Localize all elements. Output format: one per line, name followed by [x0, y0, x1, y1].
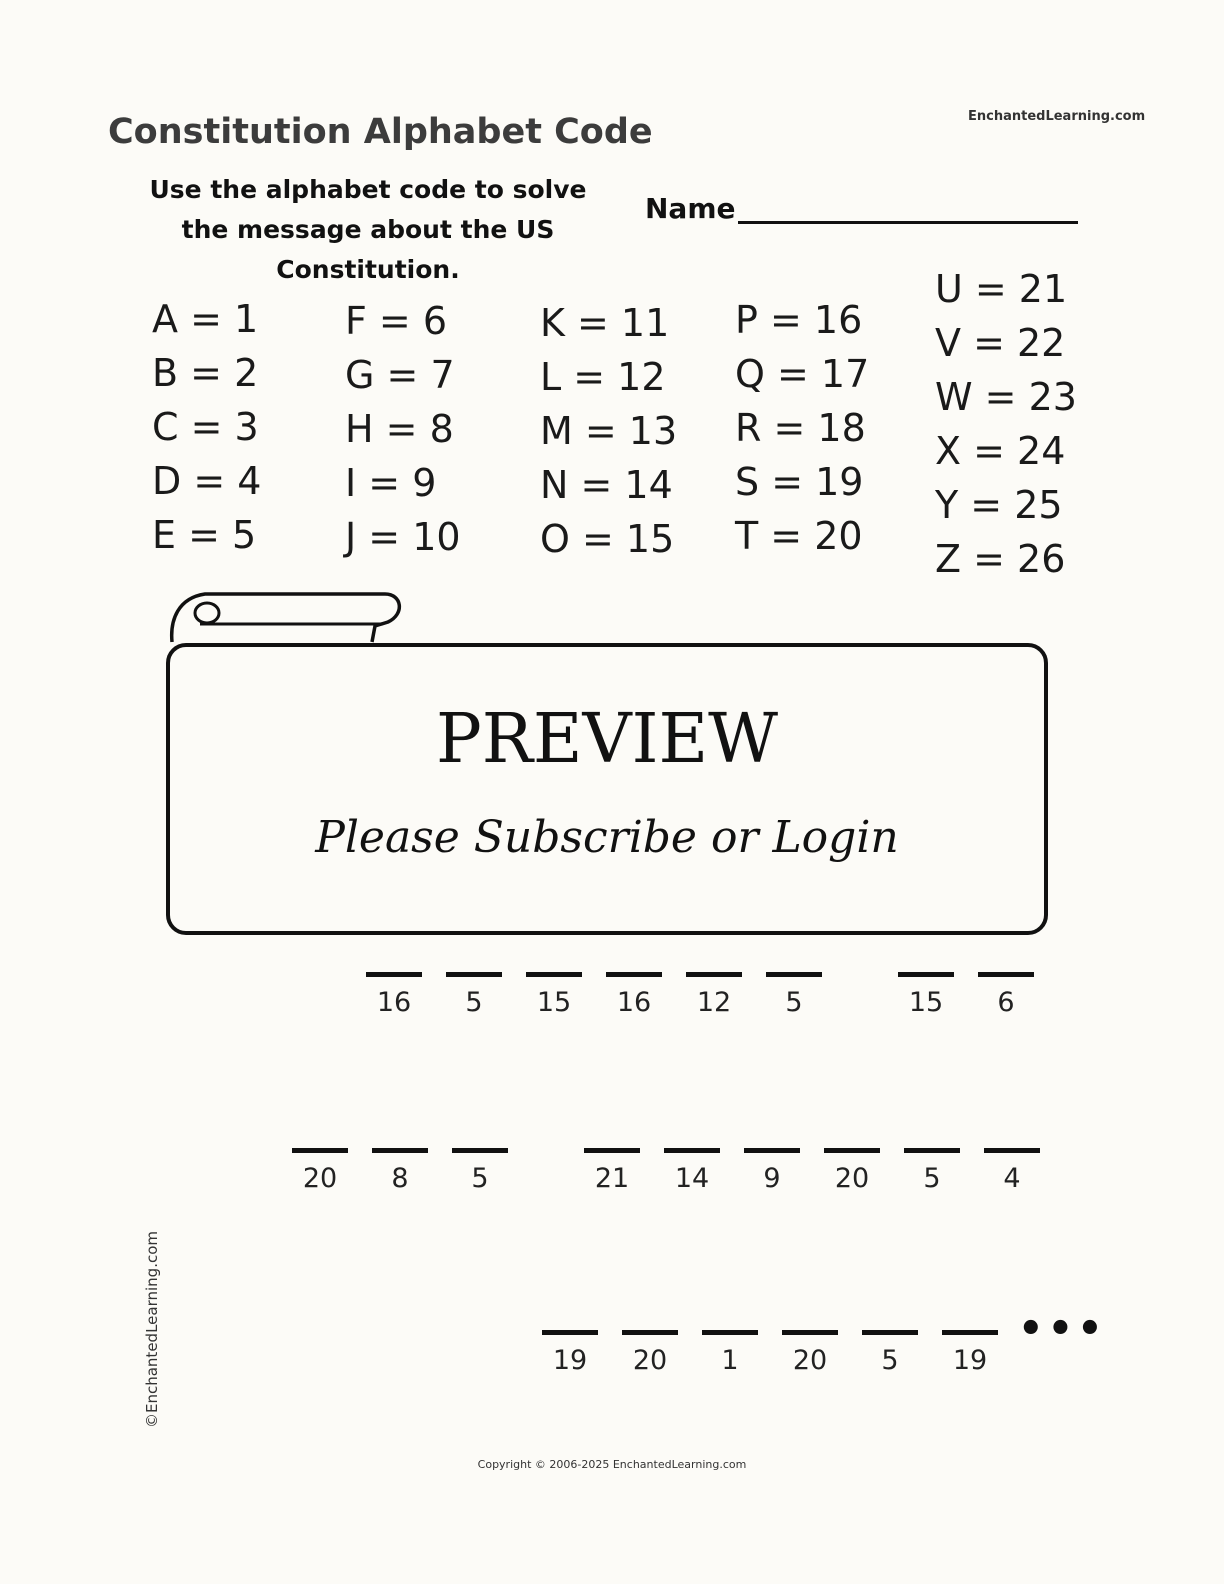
preview-title: PREVIEW	[435, 700, 779, 779]
code-column-1	[152, 292, 261, 562]
code-item: H = 8	[345, 407, 454, 451]
code-item: E = 5	[152, 513, 257, 557]
answer-blank[interactable]	[542, 1330, 610, 1376]
answer-blank[interactable]	[292, 1148, 360, 1194]
code-column-2	[345, 294, 461, 564]
instructions: Use the alphabet code to solve the message about the US Constitution.	[149, 175, 587, 284]
answer-blank[interactable]	[898, 972, 966, 1018]
answer-blank[interactable]	[366, 972, 434, 1018]
answer-blank[interactable]	[664, 1148, 732, 1194]
blank-number: 20	[792, 1345, 828, 1376]
answer-blank[interactable]	[372, 1148, 440, 1194]
code-item: V = 22	[935, 321, 1066, 365]
blank-number: 5	[465, 987, 483, 1018]
code-item: R = 18	[735, 406, 866, 450]
answer-blank[interactable]	[744, 1148, 812, 1194]
preview-subtitle[interactable]: Please Subscribe or Login	[315, 812, 899, 863]
code-item: J = 10	[345, 515, 461, 559]
answer-blank[interactable]	[622, 1330, 690, 1376]
code-item: K = 11	[540, 301, 670, 345]
preview-box[interactable]	[166, 643, 1048, 935]
blank-number: 15	[536, 987, 572, 1018]
code-column-5	[935, 262, 1077, 586]
code-item: B = 2	[152, 351, 259, 395]
code-item: F = 6	[345, 299, 448, 343]
code-item: Q = 17	[735, 352, 870, 396]
answer-blank[interactable]	[782, 1330, 850, 1376]
answer-blank[interactable]	[446, 972, 514, 1018]
code-item: P = 16	[735, 298, 863, 342]
copyright-footer: Copyright © 2006-2025 EnchantedLearning.com	[477, 1458, 747, 1471]
code-item: O = 15	[540, 517, 675, 561]
site-name: EnchantedLearning.com	[968, 109, 1146, 124]
blank-number: 16	[616, 987, 652, 1018]
code-item: C = 3	[152, 405, 259, 449]
blank-number: 1	[721, 1345, 739, 1376]
blank-number: 20	[302, 1163, 338, 1194]
answer-blank[interactable]	[942, 1330, 1010, 1376]
scroll-icon	[160, 590, 410, 650]
code-item: I = 9	[345, 461, 437, 505]
answer-blank[interactable]	[686, 972, 754, 1018]
code-item: T = 20	[735, 514, 863, 558]
blank-number: 8	[391, 1163, 409, 1194]
blank-number: 15	[908, 987, 944, 1018]
blank-number: 19	[952, 1345, 988, 1376]
blank-number: 6	[997, 987, 1015, 1018]
answer-blank[interactable]	[526, 972, 594, 1018]
answer-blank[interactable]	[452, 1148, 520, 1194]
blank-number: 20	[632, 1345, 668, 1376]
code-item: S = 19	[735, 460, 864, 504]
code-item: Y = 25	[935, 483, 1063, 527]
answer-blank[interactable]	[702, 1330, 770, 1376]
blank-number: 20	[834, 1163, 870, 1194]
code-item: D = 4	[152, 459, 262, 503]
blank-number: 14	[674, 1163, 710, 1194]
answer-blank[interactable]	[766, 972, 834, 1018]
code-item: W = 23	[935, 375, 1077, 419]
code-item: M = 13	[540, 409, 678, 453]
code-item: G = 7	[345, 353, 455, 397]
answer-blank[interactable]	[824, 1148, 892, 1194]
answer-blank[interactable]	[584, 1148, 652, 1194]
code-column-3	[540, 296, 677, 566]
ellipsis: •••	[1018, 1306, 1107, 1352]
code-item: Z = 26	[935, 537, 1066, 581]
code-item: U = 21	[935, 267, 1068, 311]
name-label: Name	[645, 192, 736, 225]
blank-number: 5	[923, 1163, 941, 1194]
answer-blank[interactable]	[978, 972, 1046, 1018]
blank-number: 21	[594, 1163, 630, 1194]
blank-number: 5	[785, 987, 803, 1018]
code-item: A = 1	[152, 297, 259, 341]
name-line	[738, 221, 1078, 224]
code-column-4	[735, 293, 869, 563]
answer-blank[interactable]	[862, 1330, 930, 1376]
blank-number: 16	[376, 987, 412, 1018]
blank-number: 12	[696, 987, 732, 1018]
blank-number: 19	[552, 1345, 588, 1376]
answer-blank[interactable]	[904, 1148, 972, 1194]
answer-blank[interactable]	[606, 972, 674, 1018]
answer-blank[interactable]	[984, 1148, 1052, 1194]
blank-number: 5	[881, 1345, 899, 1376]
page-title: Constitution Alphabet Code	[108, 112, 653, 152]
blank-number: 5	[471, 1163, 489, 1194]
code-item: L = 12	[540, 355, 666, 399]
code-item: N = 14	[540, 463, 673, 507]
blank-number: 9	[763, 1163, 781, 1194]
blank-number: 4	[1003, 1163, 1021, 1194]
side-watermark: ©EnchantedLearning.com	[143, 1231, 161, 1428]
code-item: X = 24	[935, 429, 1066, 473]
